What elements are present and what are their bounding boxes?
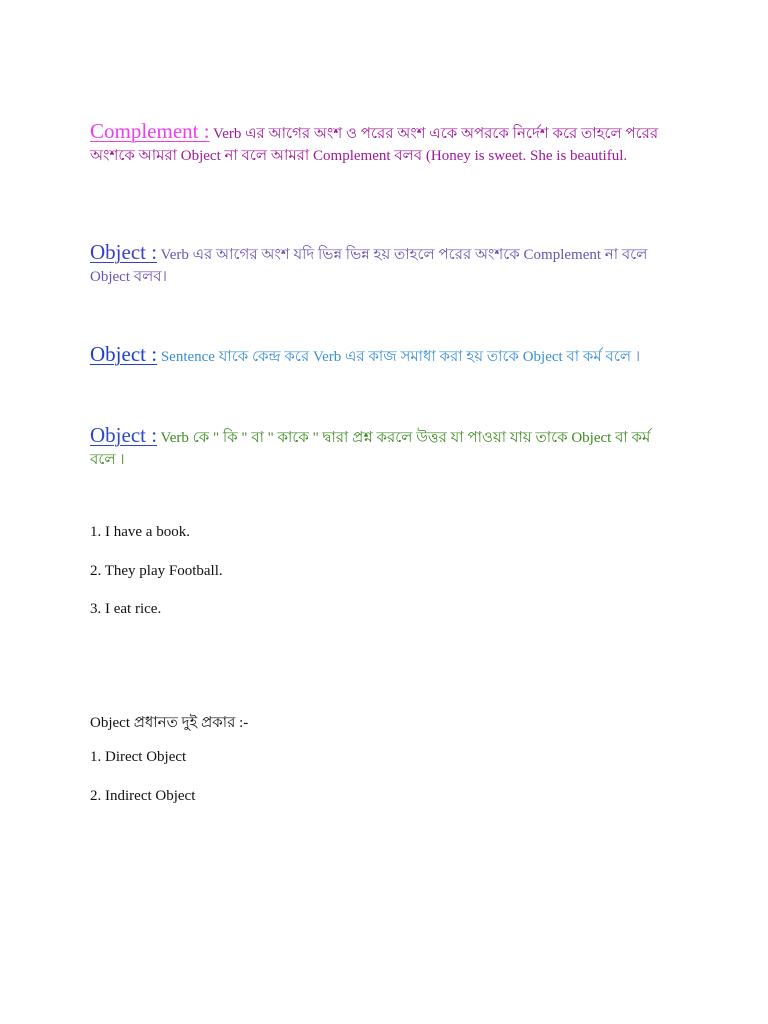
- complement-definition: [90, 120, 670, 167]
- object-definition-2: [90, 343, 670, 368]
- object-text-1: Verb এর আগের অংশ যদি ভিন্ন ভিন্ন হয় তাহলে পরের অংশকে Complement না বলে Object বলব।: [90, 247, 648, 285]
- object-type-direct: 1. Direct Object: [90, 749, 187, 765]
- object-text-2: Sentence যাকে কেন্দ্র করে Verb এর কাজ সমাধা করা হয় তাকে Object বা কর্ম বলে ।: [157, 349, 641, 365]
- object-heading-1: Object :: [90, 240, 158, 264]
- example-sentence-1: 1. I have a book.: [90, 524, 190, 540]
- object-heading-3: Object :: [90, 423, 158, 447]
- object-type-indirect: 2. Indirect Object: [90, 788, 196, 804]
- complement-text: Verb এর আগের অংশ ও পরের অংশ একে অপরকে নির্দেশ করে তাহলে পরের অংশকে আমরা Object না বলে আমরা Complement বলব (Honey is sweet. She is beautiful.: [90, 126, 659, 164]
- object-text-3: Verb কে " কি " বা " কাকে " দ্বারা প্রশ্ন করলে উত্তর যা পাওয়া যায় তাকে Object বা কর্ম বলে ।: [90, 430, 651, 468]
- object-definition-1: [90, 241, 670, 288]
- object-heading-2: Object :: [90, 342, 158, 366]
- example-sentence-3: 3. I eat rice.: [90, 601, 162, 617]
- example-sentence-2: 2. They play Football.: [90, 563, 223, 579]
- object-definition-3: [90, 424, 670, 471]
- object-types-intro: Object প্রধানত দুই প্রকার :-: [90, 715, 249, 731]
- complement-heading: Complement :: [90, 119, 210, 143]
